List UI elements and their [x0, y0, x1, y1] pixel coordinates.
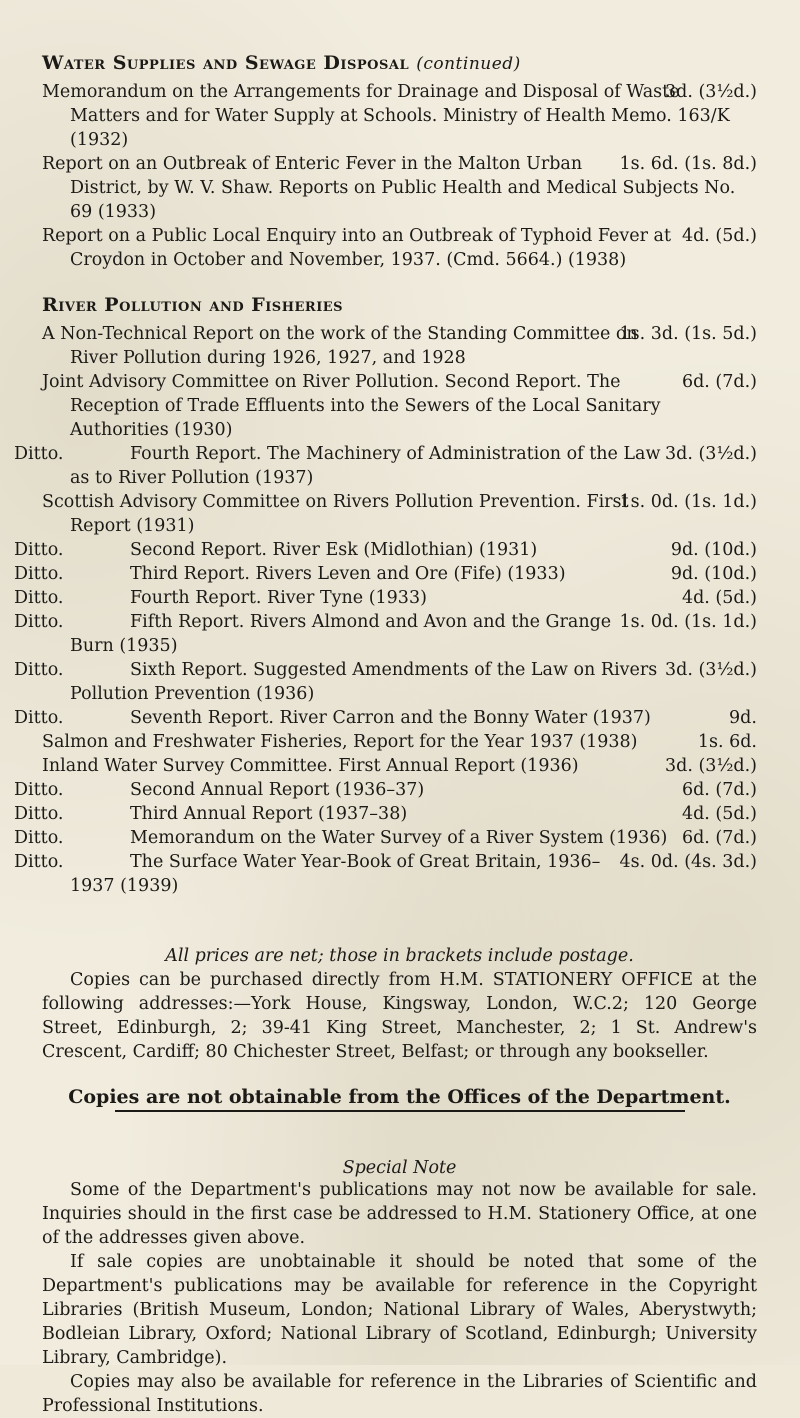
entry-price: 6d. (7d.) — [681, 780, 757, 800]
entry-price: 6d. (7d.) — [681, 372, 757, 392]
special-note-paragraph: If sale copies are unobtainable it should be noted that some of the Department's publications may be available for reference in the Copyright Libraries (British Museum, London; National Library of Wales, Aberystwyth; Bodleian Library, Oxford; National Library of Scotland, Edinburgh; University Library, Cambridge). — [42, 1252, 757, 1368]
entry-title: Second Report. River Esk (Midlothian) (1931) — [130, 540, 538, 560]
special-note-paragraph: Copies may also be available for reference in the Libraries of Scientific and Professional Institutions. — [42, 1372, 757, 1416]
ditto-label: Ditto. — [14, 852, 64, 872]
entry-price: 3d. (3½d.) — [665, 660, 757, 680]
entry-title: The Surface Water Year-Book of Great Britain, 1936–1937 (1939) — [70, 852, 601, 896]
entry-title: Memorandum on the Water Survey of a River System (1936) — [130, 828, 668, 848]
entry-price: 6d. (7d.) — [681, 828, 757, 848]
entry-price: 1s. 0d. (1s. 1d.) — [619, 612, 757, 632]
publication-entry — [42, 754, 757, 778]
entry-price: 9d. (10d.) — [670, 540, 757, 560]
publication-entry — [14, 778, 757, 802]
ditto-label: Ditto. — [14, 564, 64, 584]
entry-title: Joint Advisory Committee on River Pollution. Second Report. The Reception of Trade Effluents into the Sewers of the Local Sanitary Authorities (1930) — [42, 372, 661, 440]
publication-entry — [42, 322, 757, 370]
prices-note: All prices are net; those in brackets include postage. — [165, 946, 634, 966]
publication-entry — [14, 442, 757, 490]
ditto-label: Ditto. — [14, 540, 64, 560]
ditto-label: Ditto. — [14, 708, 64, 728]
continued-label: (continued) — [416, 54, 521, 74]
ditto-label: Ditto. — [14, 660, 64, 680]
entry-title: Fifth Report. Rivers Almond and Avon and the Grange Burn (1935) — [70, 612, 612, 656]
entry-price: 3d. (3½d.) — [665, 82, 757, 102]
entry-price: 4d. (5d.) — [681, 588, 757, 608]
entry-title: Report on a Public Local Enquiry into an Outbreak of Typhoid Fever at Croydon in October and November, 1937. (Cmd. 5664.) (1938) — [42, 226, 672, 270]
entry-price: 3d. (3½d.) — [665, 444, 757, 464]
entry-price: 1s. 6d. (1s. 8d.) — [619, 154, 757, 174]
copies-paragraph: Copies can be purchased directly from H.M. STATIONERY OFFICE at the following addresses:—York House, Kingsway, London, W.C.2; 120 George Street, Edinburgh, 2; 39-41 King Street, Manchester, 2; 1 St. Andrew's Crescent, Cardiff; 80 Chichester Street, Belfast; or through any bookseller. — [42, 970, 757, 1062]
entry-title: Memorandum on the Arrangements for Drainage and Disposal of Waste Matters and for Water Supply at Schools. Ministry of Health Memo. 163/K (1932) — [42, 82, 730, 150]
ditto-label: Ditto. — [14, 828, 64, 848]
special-note-body — [42, 1178, 757, 1418]
section-title-text: Water Supplies and Sewage Disposal — [42, 52, 410, 74]
entry-title: Sixth Report. Suggested Amendments of the Law on Rivers Pollution Prevention (1936) — [70, 660, 658, 704]
entry-title: Third Annual Report (1937–38) — [130, 804, 408, 824]
entry-title: Third Report. Rivers Leven and Ore (Fife) (1933) — [130, 564, 566, 584]
entry-price: 1s. 6d. — [697, 732, 757, 752]
entry-price: 3d. (3½d.) — [665, 756, 757, 776]
entry-price: 4d. (5d.) — [681, 804, 757, 824]
publication-entry — [42, 80, 757, 152]
special-note-title: Special Note — [342, 1158, 457, 1178]
entry-title: Seventh Report. River Carron and the Bonny Water (1937) — [130, 708, 651, 728]
publication-entry: Ditto. 9d. Seventh Report. River Carron and the Bonny Water (1937) — [14, 708, 757, 728]
water-entries — [42, 80, 757, 272]
entry-title: Inland Water Survey Committee. First Annual Report (1936) — [42, 756, 579, 776]
special-note-paragraph: Some of the Department's publications may not now be available for sale. Inquiries should in the first case be addressed to H.M. Stationery Office, at one of the addresses given above. — [42, 1180, 757, 1248]
entry-price: 9d. (10d.) — [670, 564, 757, 584]
publication-entry — [42, 152, 757, 224]
publication-entry — [14, 850, 757, 898]
content — [14, 52, 757, 1418]
publication-entry — [42, 370, 757, 442]
publication-entry — [42, 490, 757, 538]
entry-price: 1s. 3d. (1s. 5d.) — [619, 324, 757, 344]
publication-entry — [14, 802, 757, 826]
entry-title: Fourth Report. The Machinery of Administration of the Law as to River Pollution (1937) — [70, 444, 661, 488]
publication-entry — [14, 562, 757, 586]
entry-title: Fourth Report. River Tyne (1933) — [130, 588, 427, 608]
publication-entry — [14, 658, 757, 706]
entry-price: 4d. (5d.) — [681, 226, 757, 246]
entry-title: Report on an Outbreak of Enteric Fever in the Malton Urban District, by W. V. Shaw. Reports on Public Health and Medical Subjects No. 69 (1933) — [42, 154, 736, 222]
entry-title: Second Annual Report (1936–37) — [130, 780, 425, 800]
entry-price: 4s. 0d. (4s. 3d.) — [619, 852, 757, 872]
entry-title: Salmon and Freshwater Fisheries, Report for the Year 1937 (1938) — [42, 732, 638, 752]
entry-title: A Non-Technical Report on the work of the Standing Committee on River Pollution during 1926, 1927, and 1928 — [42, 324, 638, 368]
publication-entry — [14, 538, 757, 562]
ditto-label: Ditto. — [14, 444, 64, 464]
entry-price: 1s. 0d. (1s. 1d.) — [619, 492, 757, 512]
ditto-label: Ditto. — [14, 804, 64, 824]
river-entries — [14, 322, 757, 898]
publication-entry — [14, 610, 757, 658]
not-obtainable-notice: Copies are not obtainable from the Offices of the Department. — [68, 1086, 731, 1108]
section-title-water — [42, 52, 757, 74]
publication-entry — [42, 730, 757, 754]
entry-title: Scottish Advisory Committee on Rivers Pollution Prevention. First Report (1931) — [42, 492, 629, 536]
ditto-label: Ditto. — [14, 780, 64, 800]
publication-entry — [14, 586, 757, 610]
publication-entry — [14, 826, 757, 850]
publication-entry — [42, 224, 757, 272]
section-title-river: River Pollution and Fisheries — [42, 294, 344, 316]
ditto-label: Ditto. — [14, 612, 64, 632]
ditto-label: Ditto. — [14, 588, 64, 608]
